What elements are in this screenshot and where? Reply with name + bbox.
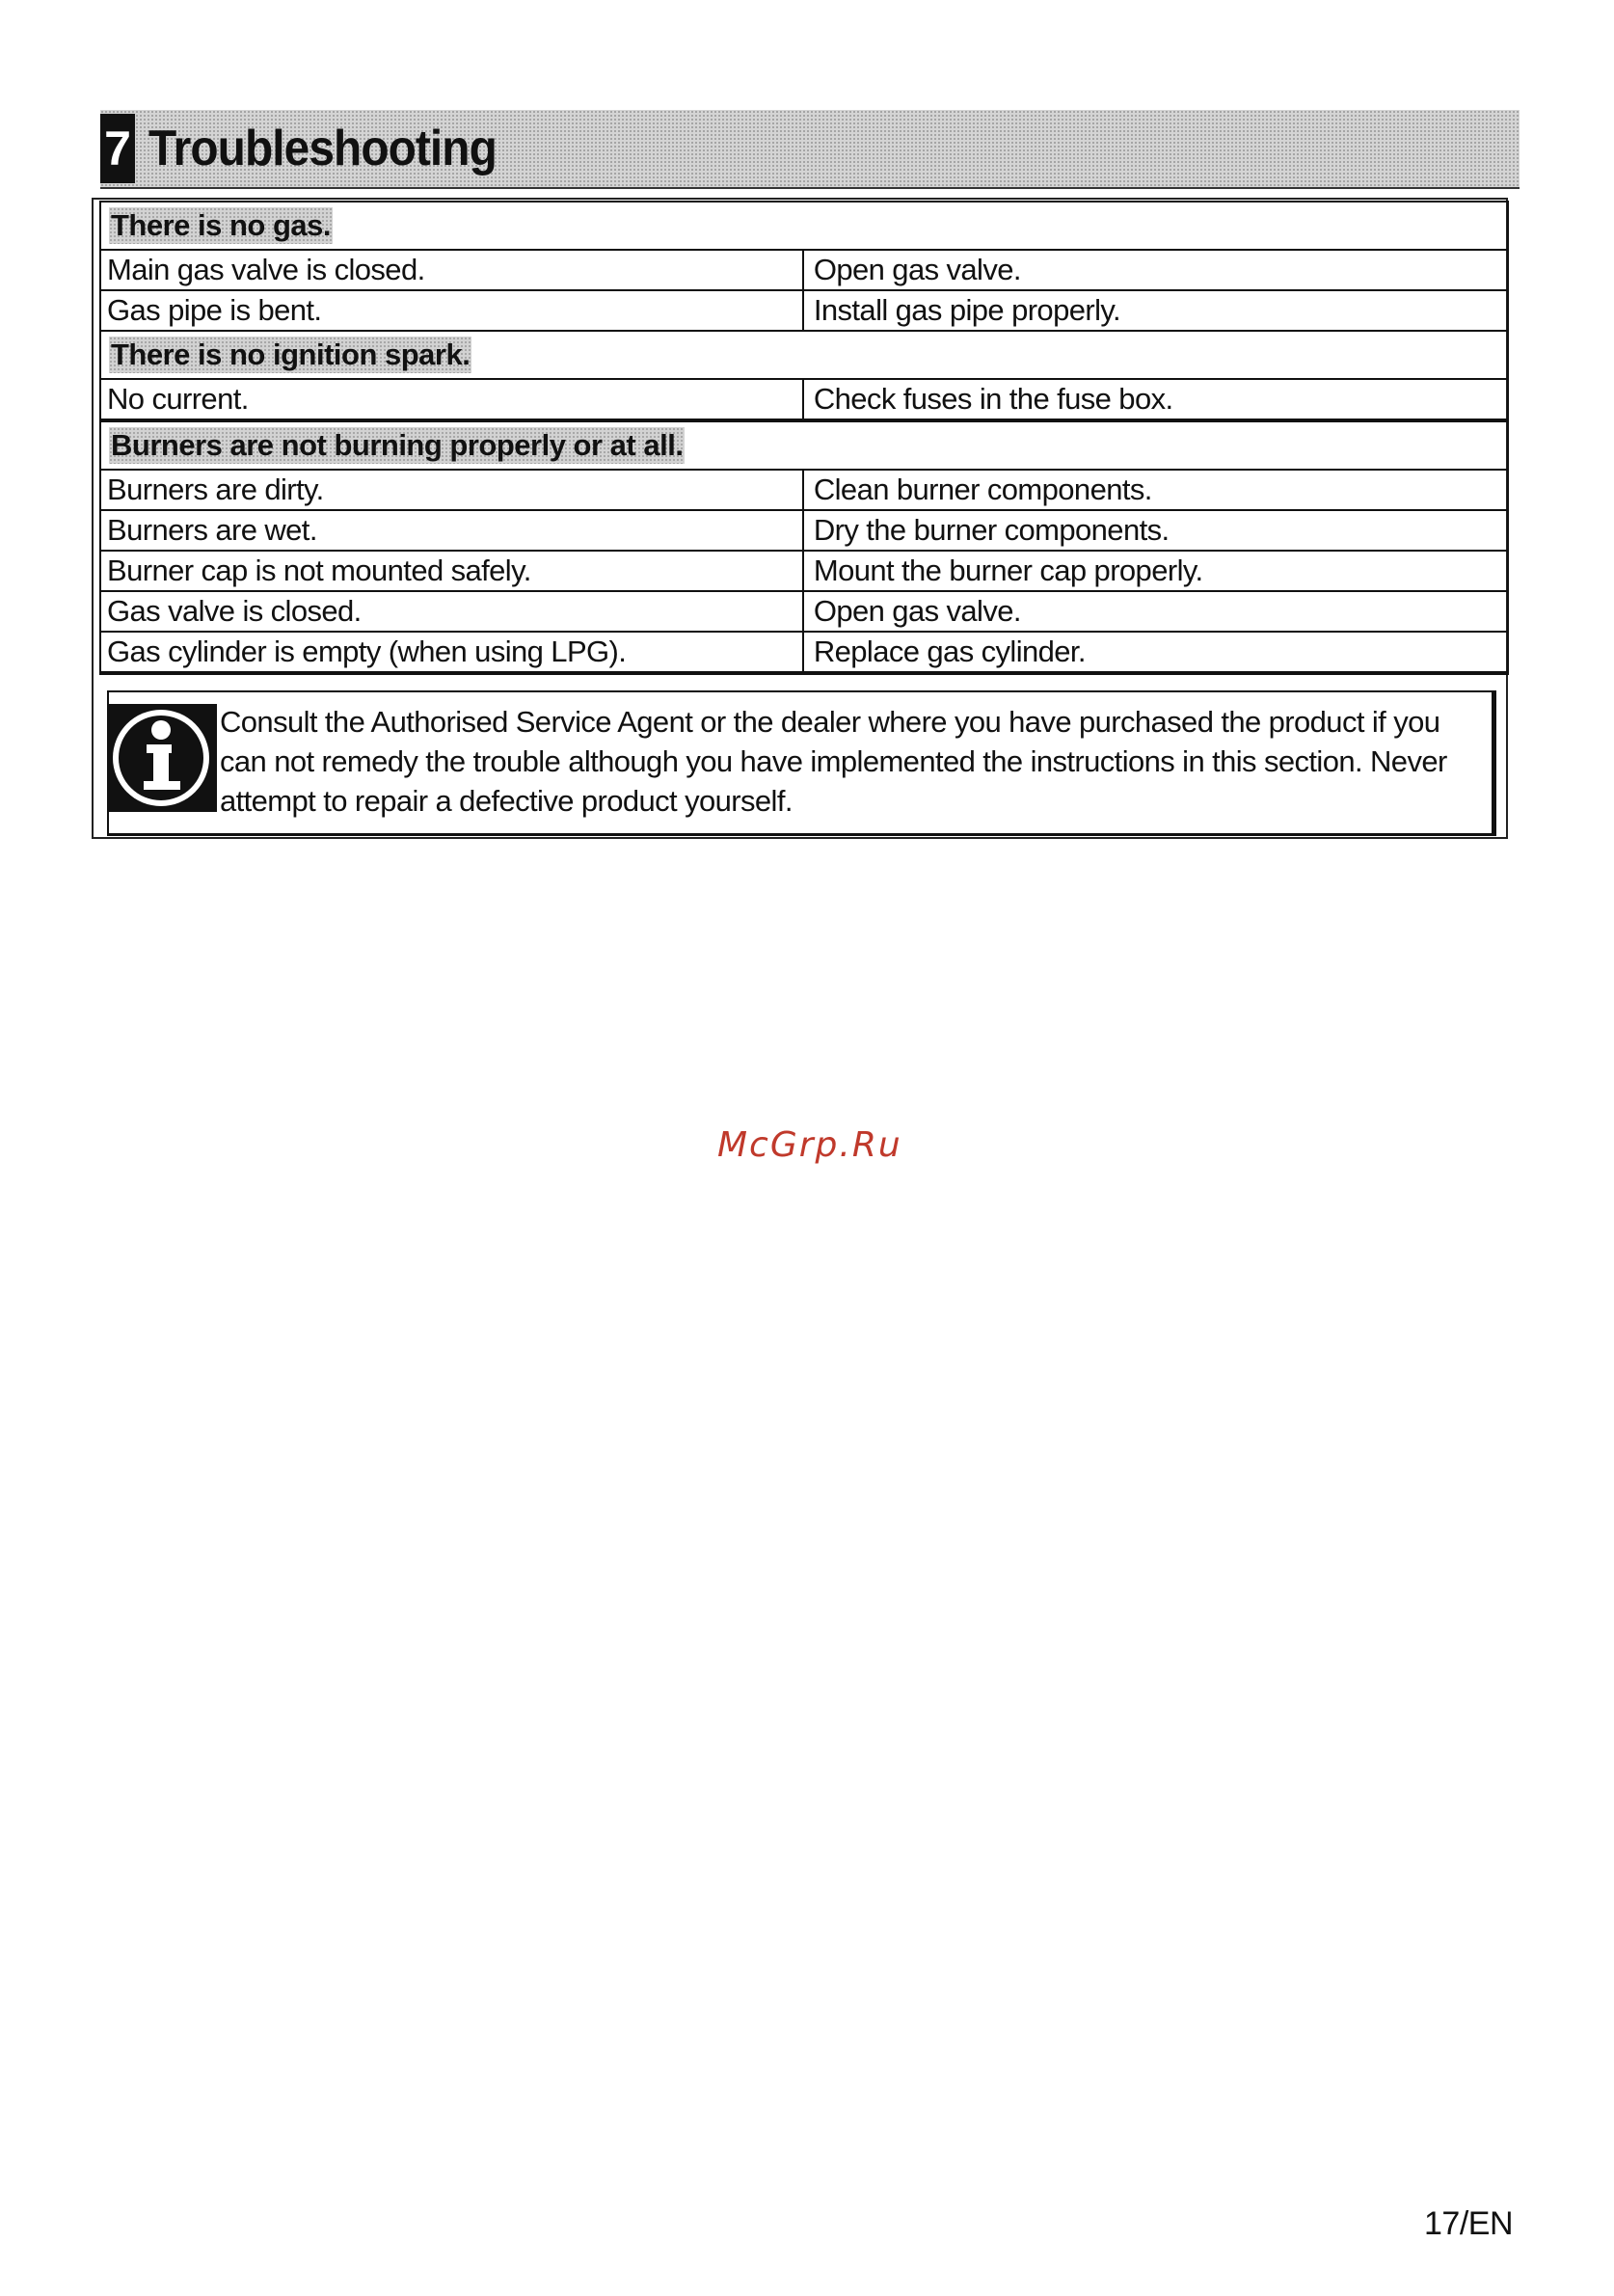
group-heading: There is no gas. — [111, 208, 332, 242]
remedy-cell: Dry the burner components. — [803, 510, 1508, 551]
remedy-cell: Check fuses in the fuse box. — [803, 379, 1508, 420]
remedy-cell: Open gas valve. — [803, 591, 1508, 632]
group-heading-cell — [100, 202, 1508, 250]
page-title: Troubleshooting — [148, 121, 497, 176]
table-row — [100, 290, 1508, 331]
table-row — [100, 510, 1508, 551]
table-row — [100, 379, 1508, 420]
cause-cell: Gas pipe is bent. — [100, 290, 803, 331]
cause-cell: Burners are wet. — [100, 510, 803, 551]
group-heading-row — [100, 331, 1508, 379]
table-row — [100, 551, 1508, 591]
section-number: 7 — [100, 114, 135, 183]
cause-cell: Burners are dirty. — [100, 470, 803, 510]
remedy-cell: Install gas pipe properly. — [803, 290, 1508, 331]
table-row — [100, 632, 1508, 673]
remedy-cell: Clean burner components. — [803, 470, 1508, 510]
table-row — [100, 591, 1508, 632]
watermark: McGrp.Ru — [717, 1125, 902, 1165]
info-note-margin — [1493, 690, 1507, 836]
remedy-cell: Replace gas cylinder. — [803, 632, 1508, 673]
group-heading: Burners are not burning properly or at all. — [111, 428, 684, 462]
cause-cell: No current. — [100, 379, 803, 420]
cause-cell: Gas valve is closed. — [100, 591, 803, 632]
cause-cell: Main gas valve is closed. — [100, 250, 803, 290]
group-heading-cell — [100, 420, 1508, 470]
table-row — [100, 470, 1508, 510]
cause-cell: Gas cylinder is empty (when using LPG). — [100, 632, 803, 673]
remedy-cell: Open gas valve. — [803, 250, 1508, 290]
table-row — [100, 250, 1508, 290]
page-number: 17/EN — [1424, 2205, 1513, 2242]
group-heading-row — [100, 202, 1508, 250]
troubleshooting-table — [99, 201, 1509, 675]
section-header — [100, 110, 1520, 189]
cause-cell: Burner cap is not mounted safely. — [100, 551, 803, 591]
remedy-cell: Mount the burner cap properly. — [803, 551, 1508, 591]
group-heading-cell — [100, 331, 1508, 379]
info-note-text: Consult the Authorised Service Agent or the dealer where you have purchased the product if you can not remedy the trouble although you have implemented the instructions in this section. Never attempt to repair a defective product yourself. — [220, 705, 1447, 818]
group-heading-row — [100, 420, 1508, 470]
group-heading: There is no ignition spark. — [111, 338, 471, 371]
info-icon — [107, 704, 217, 812]
